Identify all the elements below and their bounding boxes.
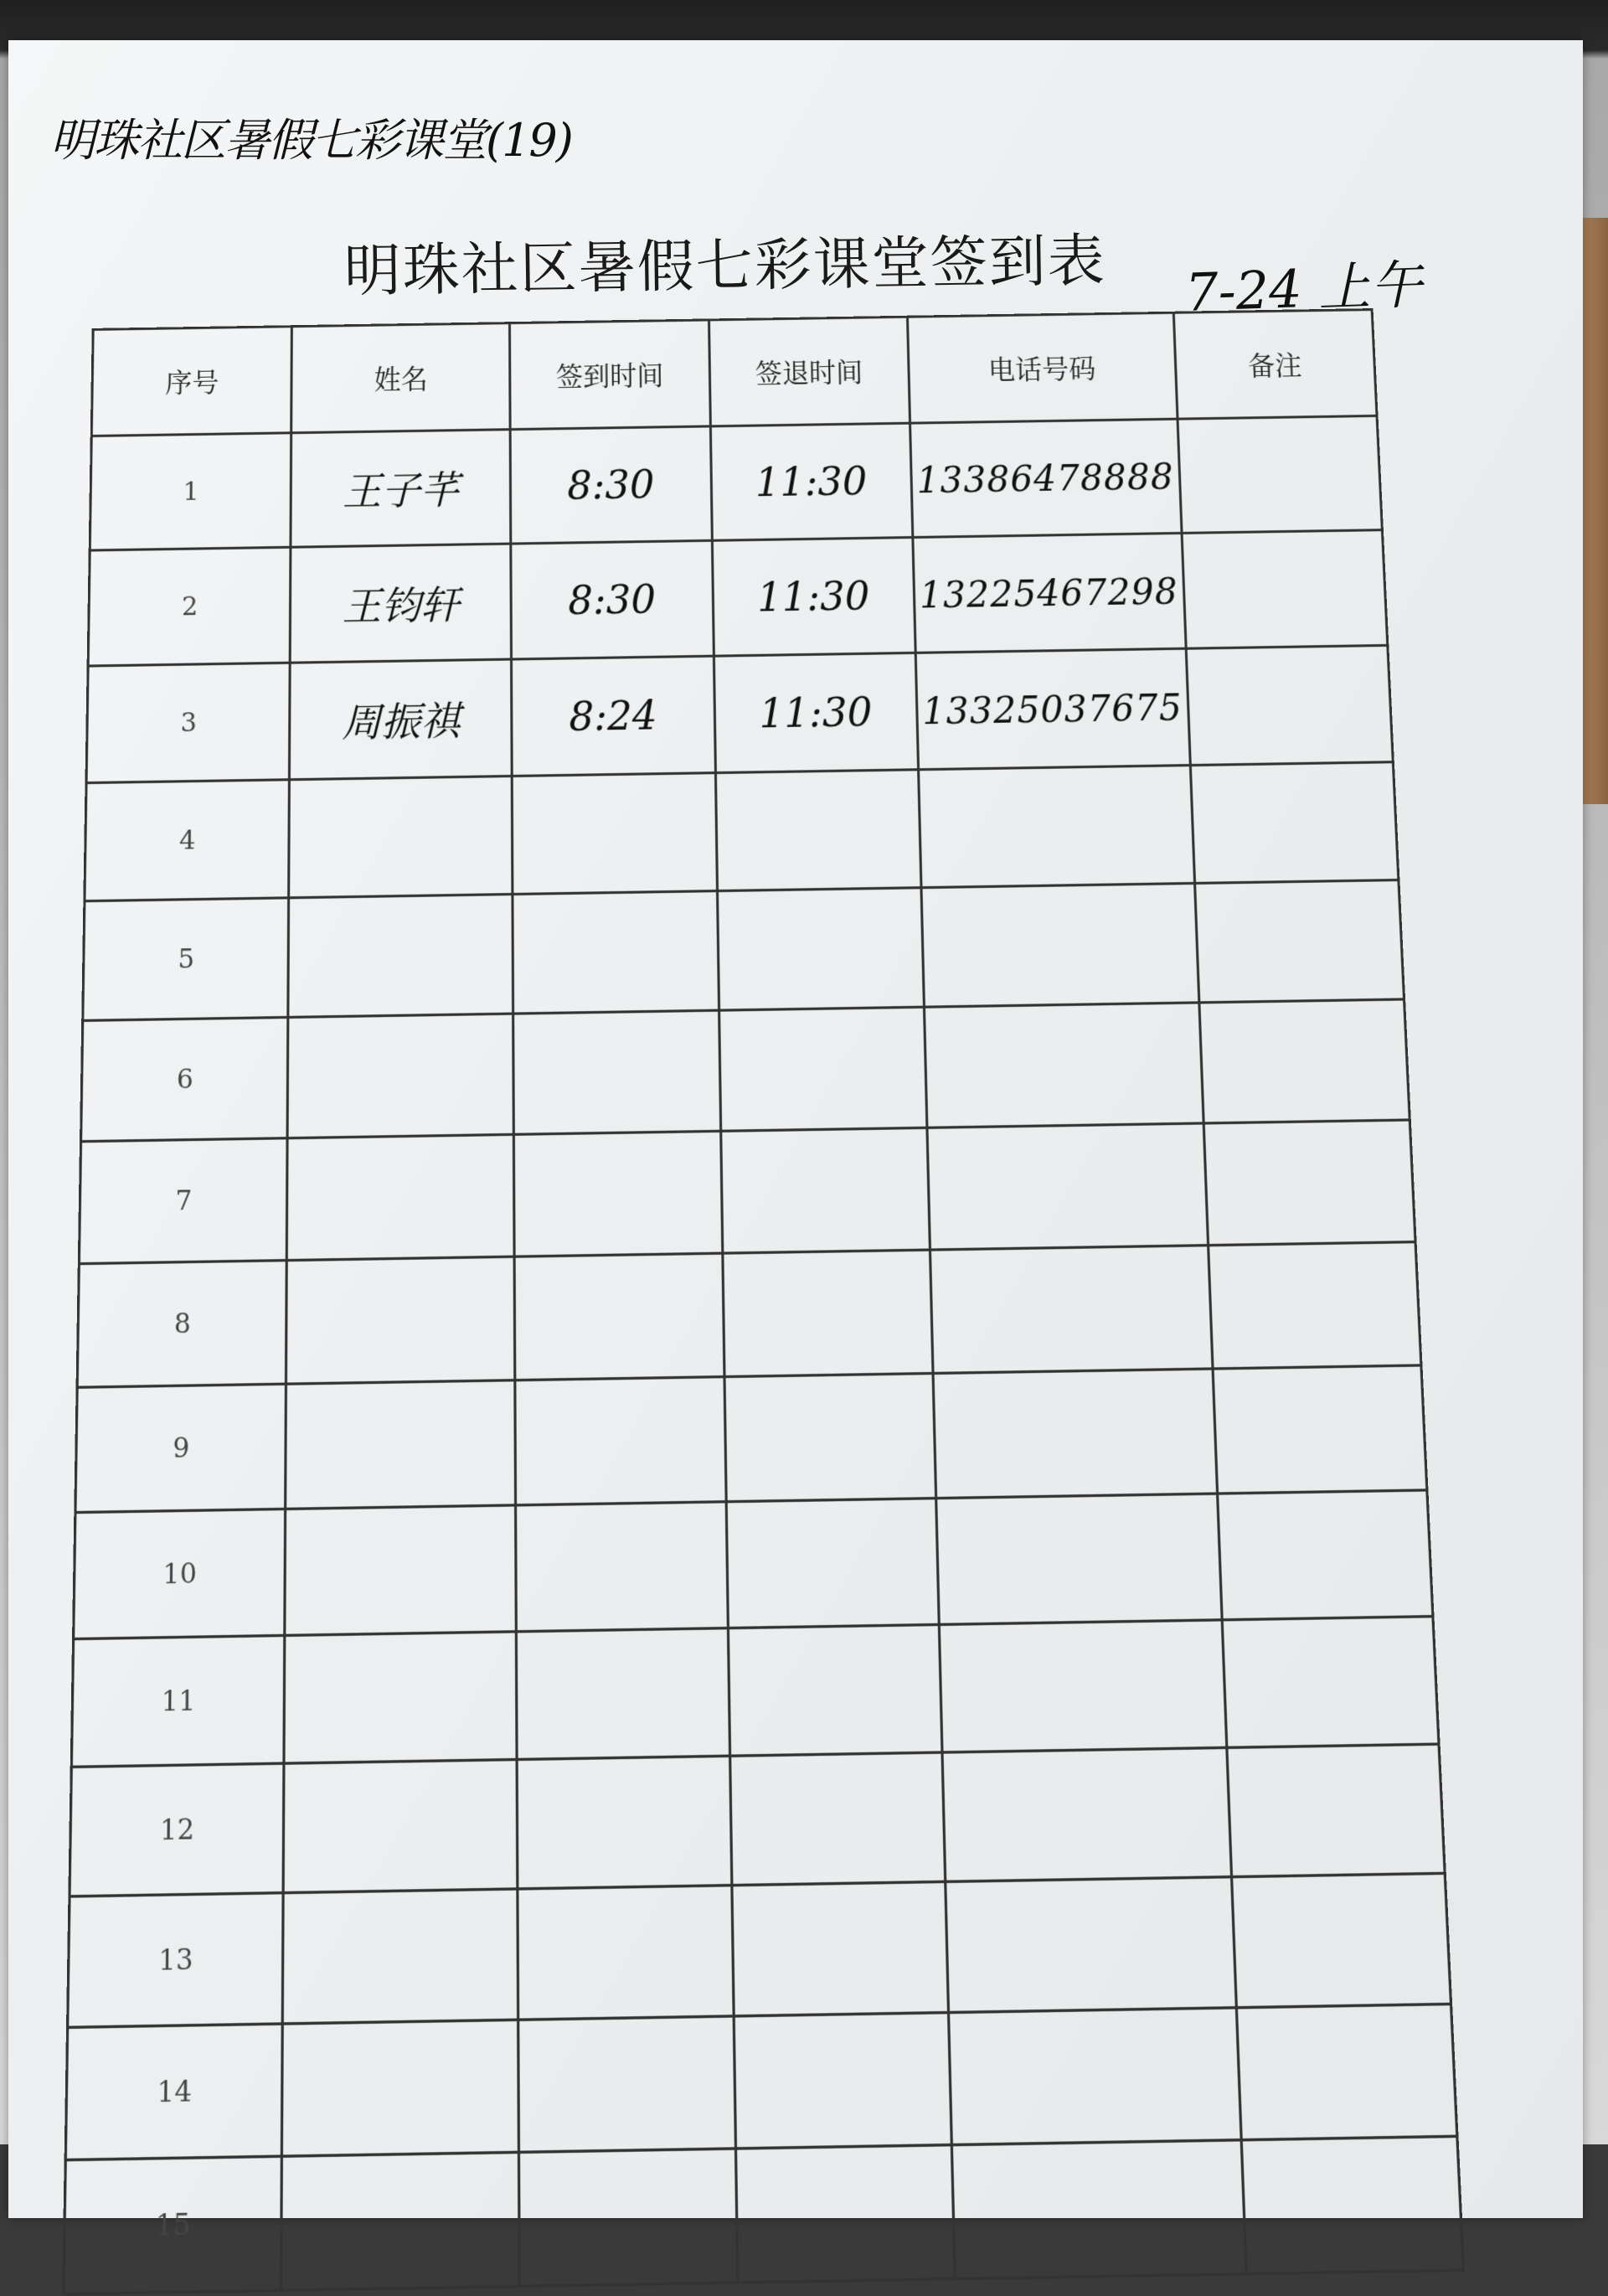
row-index-cell: 4: [85, 780, 290, 901]
row-index-cell: 9: [75, 1384, 286, 1512]
table-row: [90, 415, 1382, 550]
table-row: [68, 1873, 1451, 2027]
phone-cell: [942, 1747, 1231, 1881]
table-row: [86, 645, 1393, 782]
handwritten-date-note: 7-24 上午: [1183, 254, 1424, 323]
table-row: [70, 1744, 1445, 1896]
sign-out-time-cell: [717, 888, 924, 1010]
note-cell: [1241, 2136, 1464, 2273]
row-index-cell: 14: [65, 2024, 282, 2160]
sign-out-time-cell: [726, 1499, 940, 1628]
sign-in-table: [62, 308, 1465, 2295]
name-cell: [288, 895, 513, 1018]
sign-in-time-cell: [518, 1886, 734, 2020]
row-index-cell: 2: [88, 547, 291, 666]
table-row: [71, 1617, 1439, 1767]
sign-out-time-cell: 11:30: [710, 423, 913, 540]
phone-cell: [939, 1620, 1226, 1752]
column-header-note: 备注: [1173, 310, 1377, 420]
sign-out-time-cell: [724, 1373, 936, 1501]
note-cell: [1236, 2004, 1457, 2139]
phone-cell: [936, 1494, 1222, 1624]
name-cell: [282, 2020, 519, 2156]
table-row: [88, 530, 1388, 666]
name-cell: [287, 1134, 515, 1260]
name-cell: 王钧轩: [291, 544, 512, 663]
name-cell: [289, 776, 513, 897]
sign-out-time-cell: [720, 1127, 930, 1253]
name-cell: [287, 1014, 513, 1138]
column-header-name: 姓名: [291, 323, 510, 433]
table-header-row: [91, 310, 1377, 436]
note-cell: [1194, 880, 1404, 1003]
column-header-index: 序号: [91, 327, 291, 436]
row-index-cell: 8: [77, 1261, 286, 1388]
note-cell: [1198, 999, 1410, 1123]
row-index-cell: 15: [64, 2156, 282, 2294]
sheet-title: 明珠社区暑假七彩课堂签到表: [343, 228, 1107, 305]
table-row: [64, 2136, 1463, 2293]
note-cell: [1213, 1365, 1427, 1494]
row-index-cell: 5: [83, 898, 289, 1021]
note-cell: [1186, 645, 1394, 765]
sign-out-time-cell: [731, 1881, 948, 2016]
sign-in-time-cell: 8:30: [511, 540, 714, 659]
row-index-cell: 10: [74, 1509, 286, 1638]
sign-in-time-cell: [514, 1131, 723, 1256]
name-cell: [283, 1889, 518, 2024]
sign-in-time-cell: [518, 2016, 735, 2152]
table-row: [83, 880, 1404, 1021]
phone-cell: [921, 883, 1198, 1007]
sign-out-time-cell: [735, 2145, 955, 2283]
note-cell: [1217, 1490, 1433, 1620]
phone-cell: [948, 2008, 1240, 2145]
phone-cell: 13225467298: [913, 533, 1186, 653]
note-cell: [1208, 1242, 1421, 1369]
sign-in-time-cell: [515, 1377, 726, 1505]
note-cell: [1182, 530, 1388, 649]
phone-cell: [933, 1369, 1217, 1499]
column-header-phone: 电话号码: [907, 312, 1177, 423]
phone-cell: [946, 1877, 1236, 2013]
sign-out-time-cell: [729, 1752, 946, 1886]
sign-out-time-cell: [719, 1007, 927, 1131]
table-row: [74, 1490, 1433, 1639]
sign-in-time-cell: [512, 773, 717, 895]
name-cell: [281, 2152, 520, 2290]
name-cell: [284, 1760, 518, 1893]
note-cell: [1231, 1873, 1451, 2007]
sign-in-time-cell: [516, 1502, 728, 1632]
row-index-cell: 3: [86, 663, 291, 782]
note-cell: [1203, 1120, 1415, 1246]
sign-in-time-cell: [517, 1756, 731, 1889]
table-row: [81, 999, 1410, 1142]
phone-cell: [951, 2140, 1245, 2279]
sign-in-time-cell: 8:30: [510, 426, 712, 544]
row-index-cell: 13: [68, 1893, 284, 2028]
sign-out-time-cell: [715, 770, 921, 891]
phone-cell: 13325037675: [915, 648, 1190, 770]
phone-cell: [919, 766, 1195, 888]
phone-cell: [930, 1246, 1212, 1374]
sign-out-time-cell: 11:30: [714, 653, 919, 772]
name-cell: [284, 1632, 517, 1763]
sign-out-time-cell: [728, 1624, 942, 1756]
sign-in-time-cell: [513, 1010, 720, 1134]
row-index-cell: 7: [79, 1138, 287, 1264]
column-header-sign-in-time: 签到时间: [510, 320, 710, 430]
note-cell: [1226, 1744, 1445, 1877]
phone-cell: 13386478888: [910, 419, 1182, 537]
sign-out-time-cell: 11:30: [712, 538, 915, 657]
sign-in-time-cell: [514, 1253, 724, 1380]
phone-cell: [924, 1003, 1203, 1127]
row-index-cell: 1: [90, 433, 291, 550]
sign-in-table-wrapper: [62, 308, 1465, 2295]
sign-out-time-cell: [722, 1250, 933, 1377]
name-cell: 王子芊: [291, 430, 511, 548]
name-cell: [286, 1380, 516, 1509]
note-cell: [1222, 1617, 1439, 1748]
table-row: [77, 1242, 1421, 1388]
column-header-sign-out-time: 签退时间: [709, 317, 910, 426]
sign-in-time-cell: 8:24: [512, 656, 715, 776]
row-index-cell: 6: [81, 1017, 289, 1141]
row-index-cell: 12: [70, 1763, 284, 1896]
table-body: [64, 415, 1463, 2293]
sign-in-time-cell: [517, 1628, 730, 1760]
table-row: [75, 1365, 1427, 1513]
sign-in-time-cell: [519, 2149, 738, 2286]
table-row: [65, 2004, 1457, 2159]
phone-cell: [927, 1123, 1208, 1250]
name-cell: [285, 1505, 516, 1636]
sign-in-time-cell: [513, 891, 719, 1014]
table-row: [85, 762, 1399, 901]
handwritten-class-note: 明珠社区暑假七彩课堂(19): [50, 114, 572, 167]
name-cell: 周振祺: [290, 659, 513, 780]
note-cell: [1190, 762, 1399, 884]
row-index-cell: 11: [71, 1635, 285, 1767]
table-row: [79, 1120, 1415, 1264]
sign-out-time-cell: [734, 2013, 952, 2149]
note-cell: [1178, 415, 1383, 533]
name-cell: [286, 1256, 515, 1384]
